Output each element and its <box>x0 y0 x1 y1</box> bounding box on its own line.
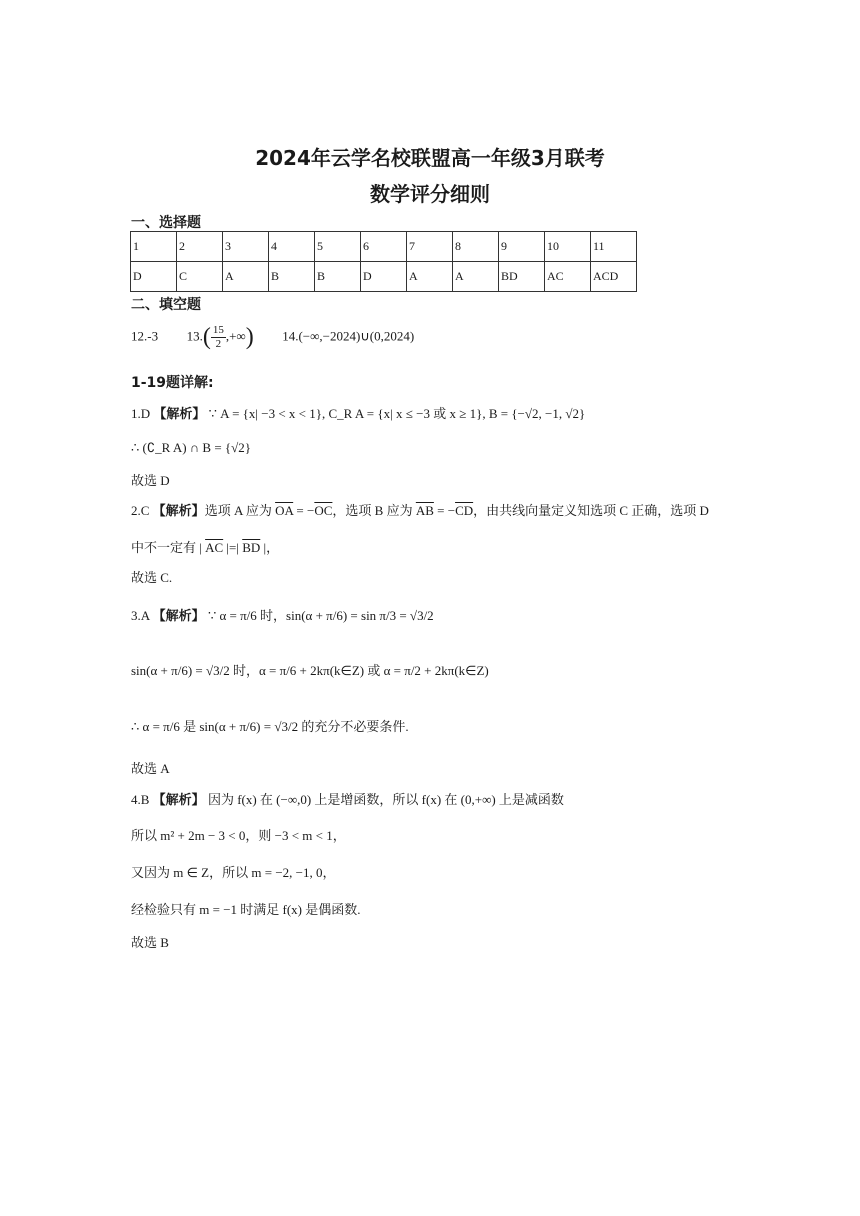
q2-head: 2.C <box>131 503 150 518</box>
fill-answers: 12.-3 13.( $\frac{15}{2}$ ,+∞) 14.(−∞,−2024)∪(0,2024) <box>131 324 415 350</box>
table-cell: 6 <box>361 232 407 262</box>
table-cell: 5 <box>315 232 361 262</box>
answer-13-label: 13. <box>186 328 203 344</box>
table-cell: 7 <box>407 232 453 262</box>
vector-oa: $\overline{OA}$ <box>275 503 294 518</box>
q2-tag: 【解析】 <box>152 504 205 519</box>
page-subtitle: 数学评分细则 <box>370 182 490 206</box>
table-cell: 8 <box>453 232 499 262</box>
table-cell: 2 <box>177 232 223 262</box>
q1-text1: ∵ A = {x| −3 < x < 1}, C_R A = {x| x ≤ −3 或 x ≥ 1}, B = {−√2, −1, √2} <box>208 406 586 421</box>
table-cell: D <box>131 262 177 292</box>
q3-head: 3.A <box>131 608 150 623</box>
q3-line2: sin(α + π/6) = √3/2 时，α = π/6 + 2kπ(k∈Z) 或 α = π/2 + 2kπ(k∈Z) <box>131 663 489 678</box>
q2-conclusion: 故选 C. <box>131 570 173 585</box>
table-cell: C <box>177 262 223 292</box>
q3-tag: 【解析】 <box>152 609 205 624</box>
q4-line1 <box>131 789 564 808</box>
table-cell: B <box>315 262 361 292</box>
q4-line2: 所以 m² + 2m − 3 < 0，则 −3 < m < 1， <box>131 828 346 843</box>
vector-ab: $\overline{AB}$ <box>415 503 434 518</box>
answer-14: 14.(−∞,−2024)∪(0,2024) <box>282 328 415 344</box>
section-detail-heading: 1-19题详解: <box>131 375 214 391</box>
q3-line3: ∴ α = π/6 是 sin(α + π/6) = √3/2 的充分不必要条件. <box>131 719 409 734</box>
section-fill-heading: 二、填空题 <box>131 297 201 313</box>
answer-table-answer-row <box>131 262 637 292</box>
table-cell: 11 <box>591 232 637 262</box>
q4-conclusion: 故选 B <box>131 935 169 950</box>
q2-line2: 中不一定有 | $\overline{AC}$ |=| $\overline{BD}$ |， <box>131 540 280 555</box>
answer-table <box>130 231 637 292</box>
table-cell: A <box>407 262 453 292</box>
q3-conclusion: 故选 A <box>131 761 170 776</box>
q3-line1 <box>131 605 434 624</box>
vector-bd: $\overline{BD}$ <box>242 540 261 555</box>
q2-line1: 2.C 【解析】选项 A 应为 $\overline{OA} = -\overline{OC}$，选项 B 应为 $\overline{AB} = -\overline{CD}$，由共线向量定义知选项 C 正确，选项 D <box>131 503 709 519</box>
table-cell: 1 <box>131 232 177 262</box>
table-cell: BD <box>499 262 545 292</box>
table-cell: AC <box>545 262 591 292</box>
q3-text1: ∵ α = π/6 时，sin(α + π/6) = sin π/3 = √3/2 <box>207 608 434 623</box>
table-cell: A <box>453 262 499 292</box>
q4-line4: 经检验只有 m = −1 时满足 f(x) 是偶函数. <box>131 902 361 917</box>
answer-13-fraction: $\frac{15}{2}$ <box>212 324 224 350</box>
q1-head: 1.D <box>131 406 151 421</box>
page-title: 2024年云学名校联盟高一年级3月联考 <box>255 146 605 170</box>
section-choice-heading: 一、选择题 <box>131 215 201 231</box>
q4-head: 4.B <box>131 792 150 807</box>
q4-line3: 又因为 m ∈ Z，所以 m = −2, −1, 0， <box>131 865 336 880</box>
q1-line1 <box>131 403 585 422</box>
q1-line2: ∴ (∁_R A) ∩ B = {√2} <box>131 440 252 455</box>
q1-tag: 【解析】 <box>153 407 206 422</box>
q1-conclusion: 故选 D <box>131 473 170 488</box>
answer-table-number-row <box>131 232 637 262</box>
table-cell: 10 <box>545 232 591 262</box>
vector-oc: $\overline{OC}$ <box>314 503 333 518</box>
answer-12: 12.-3 <box>131 328 159 344</box>
vector-cd: $\overline{CD}$ <box>455 503 474 518</box>
table-cell: A <box>223 262 269 292</box>
q4-text1: 因为 f(x) 在 (−∞,0) 上是增函数，所以 f(x) 在 (0,+∞) 上是减函数 <box>207 792 564 807</box>
table-cell: ACD <box>591 262 637 292</box>
table-cell: B <box>269 262 315 292</box>
table-cell: D <box>361 262 407 292</box>
table-cell: 3 <box>223 232 269 262</box>
vector-ac: $\overline{AC}$ <box>205 540 224 555</box>
table-cell: 9 <box>499 232 545 262</box>
table-cell: 4 <box>269 232 315 262</box>
q4-tag: 【解析】 <box>152 793 205 808</box>
answer-13-rest: ,+∞ <box>225 328 246 344</box>
